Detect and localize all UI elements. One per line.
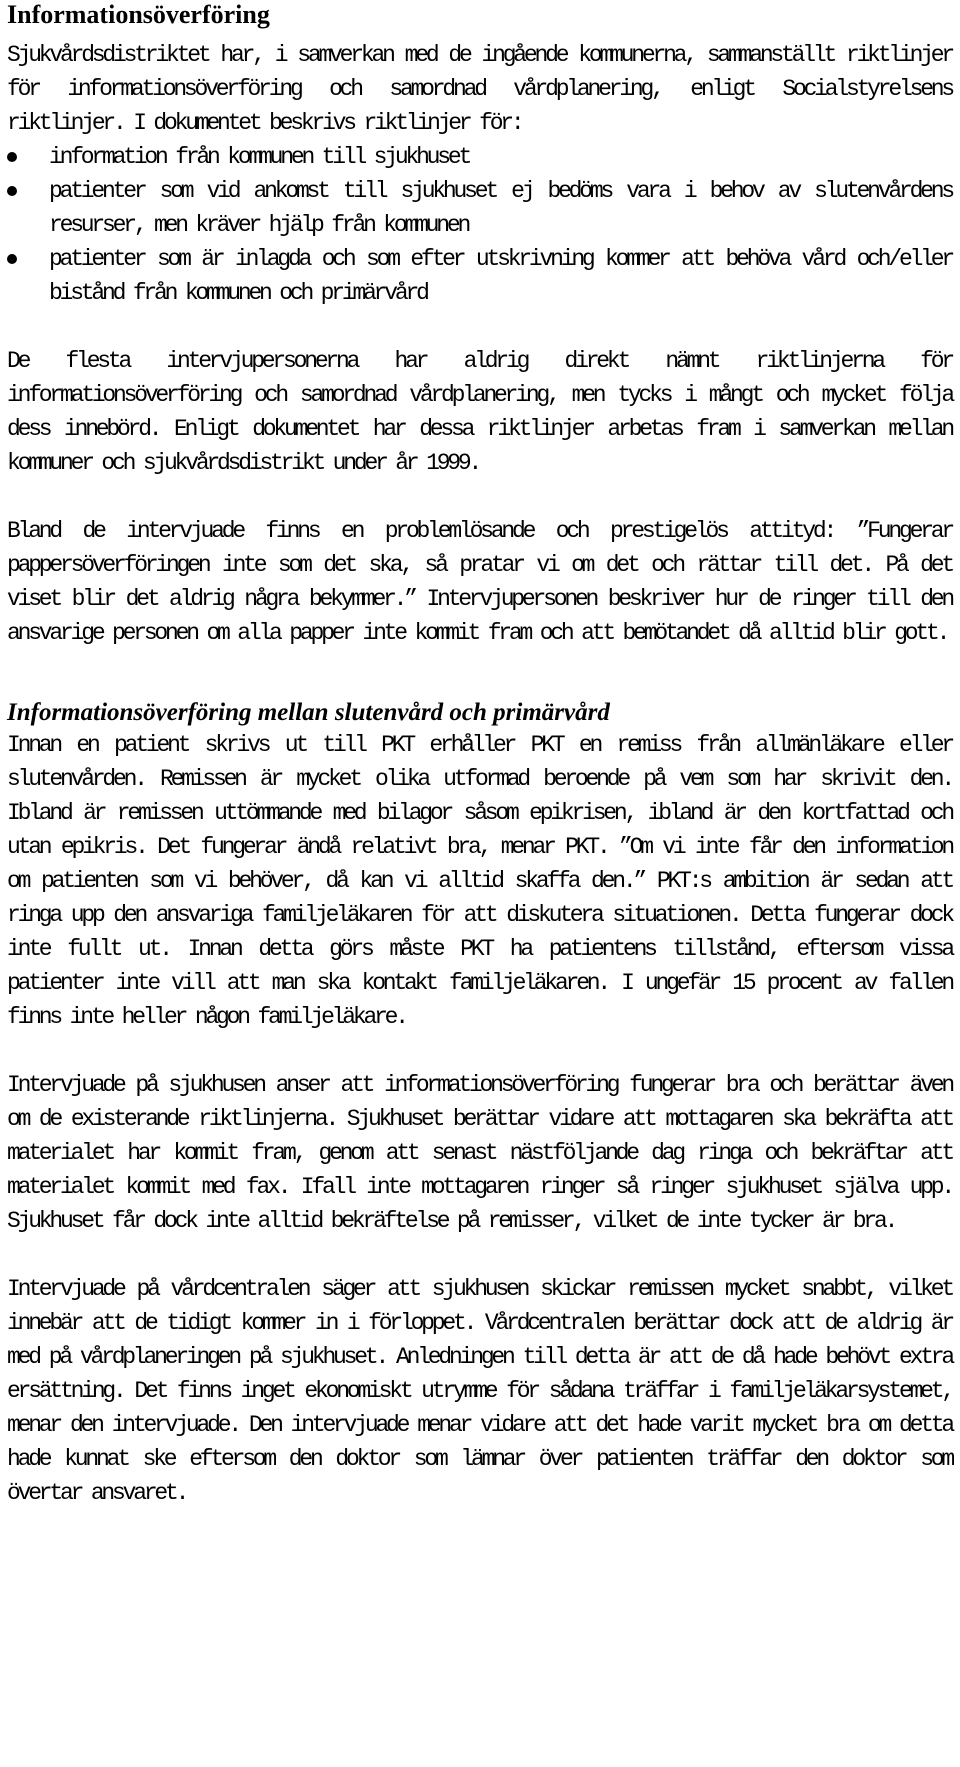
- bullet-icon: [7, 174, 21, 208]
- paragraph: Intervjuade på sjukhusen anser att informationsöverföring fungerar bra och berättar även om de existerande riktlinjerna. Sjukhuset berättar vidare att mottagaren ska bekräfta att materialet har kommit fram, genom att senast nästföljande dag ringa och bekräftar att materialet kommit med fax. Ifall inte mottagaren ringer så ringer sjukhuset själva upp. Sjukhuset får dock inte alltid bekräftelse på remisser, vilket de inte tycker är bra.: [7, 1072, 952, 1234]
- section-heading: Informationsöverföring: [7, 0, 270, 29]
- bullet-icon: [7, 242, 21, 276]
- paragraph: De flesta intervjupersonerna har aldrig direkt nämnt riktlinjerna för informationsöverföring och samordnad vårdplanering, men tycks i mångt och mycket följa dess innebörd. Enligt dokumentet har dessa riktlinjer arbetas fram i samverkan mellan kommuner och sjukvårdsdistrikt under år 1999.: [7, 348, 952, 476]
- paragraph: Bland de intervjuade finns en problemlösande och prestigelös attityd: ”Fungerar pappersöverföringen inte som det ska, så pratar vi om det och rättar till det. På det viset blir det aldrig några bekymmer.” Intervjupersonen beskriver hur de ringer till den ansvarige personen om alla papper inte kommit fram och att bemötandet då alltid blir gott.: [7, 518, 952, 646]
- list-item: information från kommunen till sjukhuset: [7, 140, 952, 174]
- list-item: patienter som vid ankomst till sjukhuset ej bedöms vara i behov av slutenvårdens resurser, men kräver hjälp från kommunen: [7, 174, 952, 242]
- subsection-heading: Informationsöverföring mellan slutenvård och primärvård: [7, 699, 610, 726]
- intro-paragraph: Sjukvårdsdistriktet har, i samverkan med de ingående kommunerna, sammanställt riktlinjer för informationsöverföring och samordnad vårdplanering, enligt Socialstyrelsens riktlinjer. I dokumentet beskrivs riktlinjer för:: [7, 42, 952, 136]
- list-item: patienter som är inlagda och som efter utskrivning kommer att behöva vård och/eller bistånd från kommunen och primärvård: [7, 242, 952, 310]
- paragraph: Intervjuade på vårdcentralen säger att sjukhusen skickar remissen mycket snabbt, vilket innebär att de tidigt kommer in i förloppet. Vårdcentralen berättar dock att de aldrig är med på vårdplaneringen på sjukhuset. Anledningen till detta är att de då hade behövt extra ersättning. Det finns inget ekonomiskt utrymme för sådana träffar i familjeläkarsystemet, menar den intervjuade. Den intervjuade menar vidare att det hade varit mycket bra om detta hade kunnat ske eftersom den doktor som lämnar över patienten träffar den doktor som övertar ansvaret.: [7, 1276, 952, 1506]
- bullet-icon: [7, 140, 21, 174]
- paragraph: Innan en patient skrivs ut till PKT erhåller PKT en remiss från allmänläkare eller slutenvården. Remissen är mycket olika utformad beroende på vem som har skrivit den. Ibland är remissen uttömmande med bilagor såsom epikrisen, ibland är den kortfattad och utan epikris. Det fungerar ändå relativt bra, menar PKT. ”Om vi inte får den information om patienten som vi behöver, då kan vi alltid skaffa den.” PKT:s ambition är sedan att ringa upp den ansvariga familjeläkaren för att diskutera situationen. Detta fungerar dock inte fullt ut. Innan detta görs måste PKT ha patientens tillstånd, eftersom vissa patienter inte vill att man ska kontakt familjeläkaren. I ungefär 15 procent av fallen finns inte heller någon familjeläkare.: [7, 732, 952, 1030]
- document-page: [7, 0, 952, 1510]
- guideline-list: [7, 140, 952, 310]
